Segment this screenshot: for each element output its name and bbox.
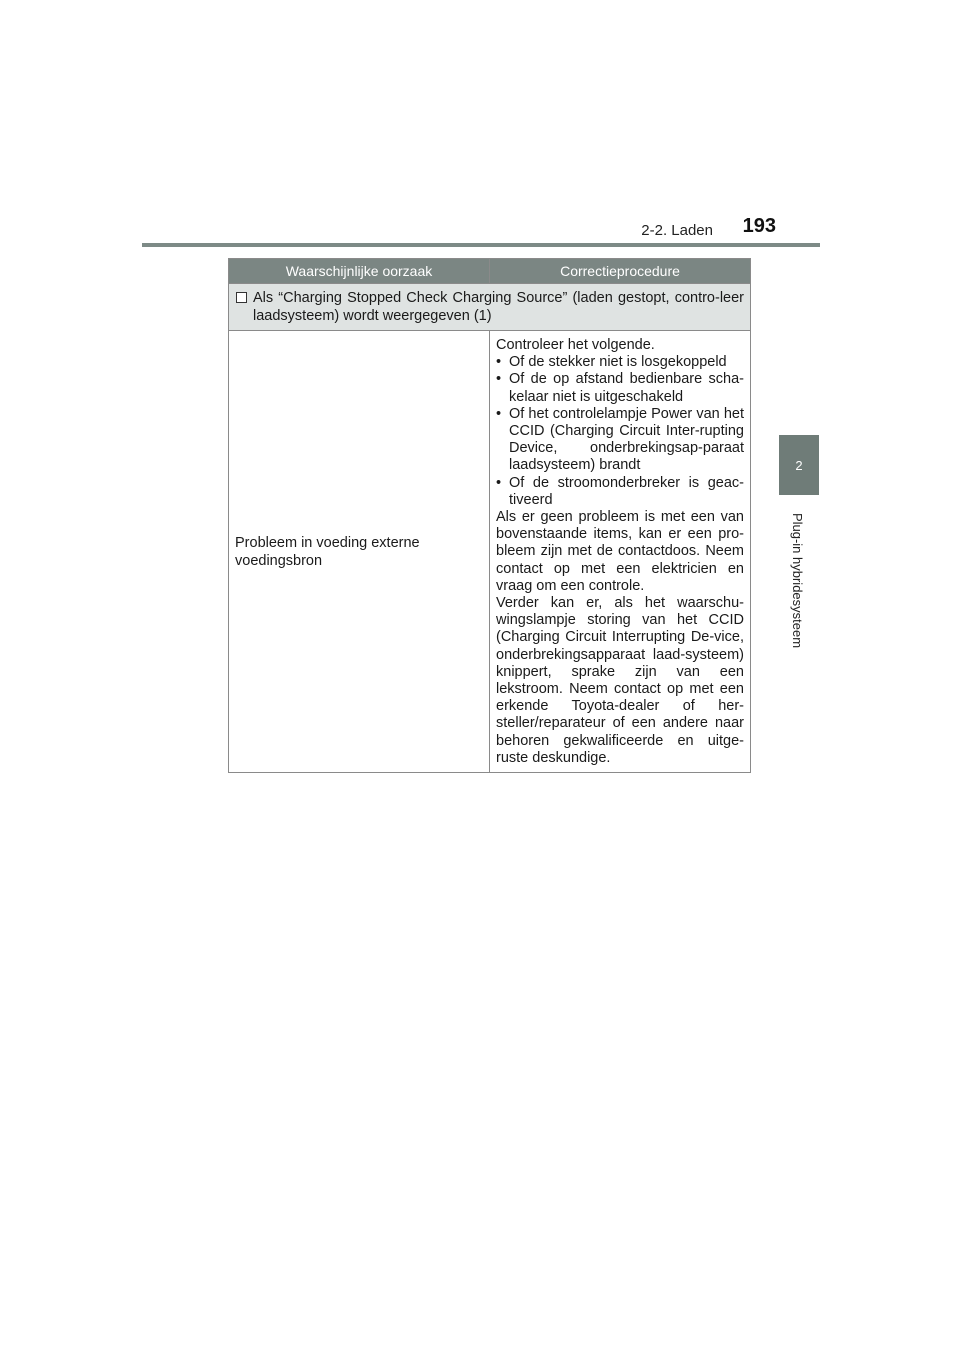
remedy-bullet: [496, 406, 744, 475]
table-header-row: [229, 259, 751, 284]
bullet-text: Of de op afstand bedienbare scha-kelaar niet is uitgeschakeld: [509, 371, 744, 405]
remedy-bullet: [496, 475, 744, 509]
remedy-paragraph: Verder kan er, als het waarschu-wingslampje storing van het CCID (Charging Circuit Interrupting De-vice, onderbrekingsapparaat laad-systeem) knippert, sprake zijn van een lekstroom. Neem contact op met een erkende Toyota-dealer of her-steller/reparateur of een andere naar behoren gekwalificeerde en uitge-ruste deskundige.: [496, 595, 744, 766]
chapter-title: Plug-in hybridesysteem: [790, 512, 806, 648]
bullet-mark: •: [496, 405, 502, 422]
remedy-bullet: [496, 354, 744, 371]
section-title: 2-2. Laden: [641, 222, 713, 239]
cause-text: Probleem in voeding externe voedingsbron: [235, 534, 420, 569]
chapter-number: 2: [795, 457, 803, 473]
bullet-text: Of het controlelampje Power van het CCID (Charging Circuit Inter-rupting Device, onderbrekingsap-paraat laadsysteem) brandt: [509, 405, 744, 474]
table-row: [229, 331, 751, 773]
group-cell: [229, 284, 751, 331]
header-divider: [142, 243, 820, 247]
remedy-paragraph: Als er geen probleem is met een van bovenstaande items, kan er een pro-bleem zijn met de contactdoos. Neem contact op met een elektricien en vraag om een controle.: [496, 509, 744, 594]
remedy-bullet: [496, 371, 744, 405]
column-header-remedy: Correctieprocedure: [490, 259, 751, 284]
bullet-mark: •: [496, 354, 502, 371]
bullet-text: Of de stekker niet is losgekoppeld: [509, 354, 727, 371]
bullet-mark: •: [496, 371, 502, 388]
remedy-intro: Controleer het volgende.: [496, 337, 655, 353]
column-header-cause: Waarschijnlijke oorzaak: [229, 259, 490, 284]
checkbox-icon: [236, 292, 247, 303]
bullet-text: Of de stroomonderbreker is geac-tiveerd: [509, 474, 744, 508]
chapter-label: [783, 500, 813, 660]
cause-cell: [229, 331, 490, 773]
remedy-cell: [490, 331, 751, 773]
bullet-mark: •: [496, 474, 502, 491]
page-number: 193: [742, 215, 776, 237]
troubleshooting-table: [228, 258, 751, 773]
group-title: Als “Charging Stopped Check Charging Source” (laden gestopt, contro-leer laadsysteem) wordt weergegeven (1): [253, 290, 744, 324]
chapter-tab[interactable]: [779, 435, 819, 495]
group-row: [229, 284, 751, 331]
